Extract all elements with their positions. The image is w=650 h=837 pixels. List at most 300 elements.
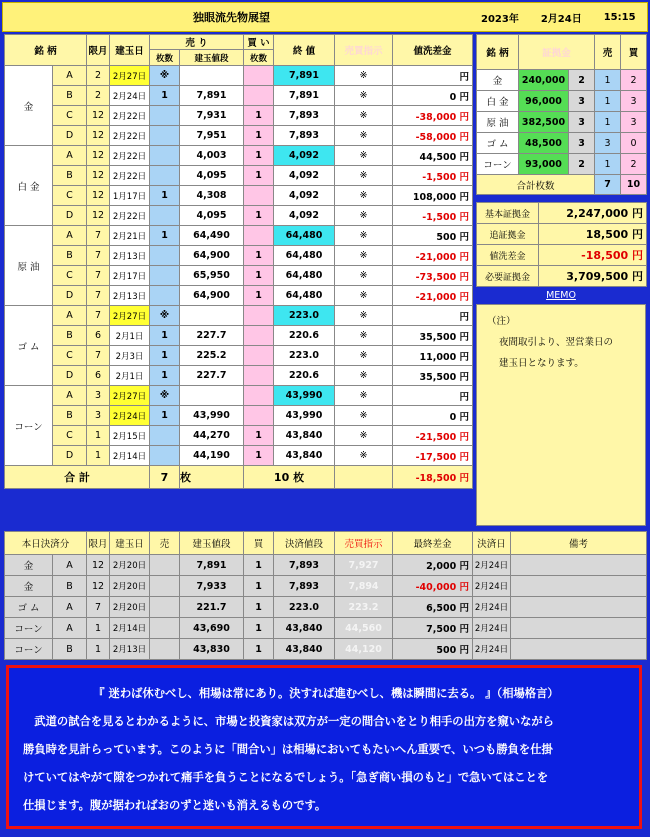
position-date: 2月13日 [110,286,150,306]
settle-col-11: 備考 [511,532,647,555]
position-close: 43,840 [274,446,335,466]
position-buy-qty [244,406,274,426]
group-name: 原 油 [5,226,53,306]
settlement-row [5,597,647,618]
position-diff: 0 円 [393,86,473,106]
margin-name: 金 [477,70,519,91]
total-buy: 10 [273,471,290,484]
position-diff: 500 円 [393,226,473,246]
position-date: 2月14日 [110,446,150,466]
settle-buy-qty: 1 [244,555,274,576]
summary-label: 値洗差金 [477,245,539,266]
position-month: 6 [87,326,110,346]
position-price: 4,095 [180,206,244,226]
summary-value: 3,709,500 円 [539,266,647,287]
position-sell-qty [150,206,180,226]
position-signal: ※ [335,386,393,406]
position-date: 2月27日 [110,306,150,326]
position-id: B [53,246,87,266]
position-diff: -21,000 円 [393,286,473,306]
position-row [5,66,473,86]
position-price: 227.7 [180,326,244,346]
position-sell-qty [150,106,180,126]
position-diff: -1,500 円 [393,206,473,226]
settle-signal: 7,927 [335,555,393,576]
position-sell-qty: 1 [150,86,180,106]
position-id: D [53,366,87,386]
settle-month: 7 [87,597,110,618]
position-date: 2月27日 [110,66,150,86]
position-price: 4,095 [180,166,244,186]
position-price: 4,308 [180,186,244,206]
position-signal: ※ [335,406,393,426]
settle-diff: 6,500 円 [393,597,473,618]
position-sell-qty: 1 [150,346,180,366]
position-buy-qty: 1 [244,126,274,146]
settle-col-5: 建玉値段 [180,532,244,555]
position-sell-qty [150,166,180,186]
margin-count: 2 [569,154,595,175]
margin-amount: 93,000 [519,154,569,175]
margin-count: 3 [569,91,595,112]
position-price [180,306,244,326]
position-id: B [53,326,87,346]
position-month: 6 [87,366,110,386]
position-price [180,386,244,406]
total-label: 合 計 [5,466,150,489]
position-id: B [53,86,87,106]
position-date: 2月13日 [110,246,150,266]
summary-row [477,224,647,245]
margin-name: ゴ ム [477,133,519,154]
settle-col-8: 売買指示 [335,532,393,555]
margin-buy: 3 [621,112,647,133]
position-buy-qty: 1 [244,206,274,226]
position-id: A [53,146,87,166]
position-close: 43,840 [274,426,335,446]
position-date: 2月22日 [110,166,150,186]
margin-buy: 3 [621,91,647,112]
settle-id: A [53,555,87,576]
position-sell-qty [150,426,180,446]
margin-sell: 1 [595,112,621,133]
position-month: 12 [87,166,110,186]
margin-amount: 96,000 [519,91,569,112]
settle-date: 2月13日 [110,639,150,660]
position-signal: ※ [335,326,393,346]
position-id: C [53,266,87,286]
position-sell-qty [150,286,180,306]
margin-row [477,112,647,133]
position-price: 44,190 [180,446,244,466]
position-id: A [53,66,87,86]
settle-signal: 7,894 [335,576,393,597]
position-sell-qty: ※ [150,386,180,406]
settle-day: 2月24日 [473,618,511,639]
page-title: 独眼流先物展望 [193,11,270,24]
margin-sell: 1 [595,91,621,112]
margin-buy: 0 [621,133,647,154]
position-close: 64,480 [274,226,335,246]
margin-buy: 2 [621,70,647,91]
position-close: 64,480 [274,286,335,306]
position-close: 7,891 [274,66,335,86]
position-signal: ※ [335,346,393,366]
position-month: 7 [87,246,110,266]
position-id: A [53,386,87,406]
margin-name: 原 油 [477,112,519,133]
total-sell: 7 [150,466,180,489]
settle-price: 221.7 [180,597,244,618]
settle-buy-qty: 1 [244,639,274,660]
position-id: B [53,166,87,186]
position-signal: ※ [335,266,393,286]
settle-buy-qty: 1 [244,618,274,639]
margin-sell: 1 [595,154,621,175]
settle-note [511,576,647,597]
position-row [5,266,473,286]
settle-close: 7,893 [274,576,335,597]
position-id: D [53,446,87,466]
position-diff: -38,000 円 [393,106,473,126]
position-close: 7,891 [274,86,335,106]
position-price: 7,931 [180,106,244,126]
margin-amount: 240,000 [519,70,569,91]
memo-line-2: 建玉日となります。 [499,358,584,369]
settle-day: 2月24日 [473,639,511,660]
position-month: 1 [87,446,110,466]
settle-month: 1 [87,639,110,660]
position-buy-qty: 1 [244,266,274,286]
margin-amount: 382,500 [519,112,569,133]
group-name: コーン [5,386,53,466]
position-id: A [53,306,87,326]
margin-col-shokokin[interactable]: 証拠金 [519,35,595,70]
position-buy-qty [244,86,274,106]
position-month: 7 [87,286,110,306]
margin-amount: 48,500 [519,133,569,154]
settle-close: 223.0 [274,597,335,618]
col-sagaku: 値洗差金 [393,35,473,66]
position-diff: -58,000 円 [393,126,473,146]
position-row [5,186,473,206]
position-date: 2月24日 [110,86,150,106]
position-sell-qty: ※ [150,306,180,326]
position-date: 2月3日 [110,346,150,366]
summary-table [476,202,647,287]
position-price: 43,990 [180,406,244,426]
settle-note [511,618,647,639]
position-close: 223.0 [274,346,335,366]
settle-col-2: 限月 [87,532,110,555]
settle-sell-qty [150,555,180,576]
position-diff: 円 [393,306,473,326]
position-row [5,106,473,126]
position-diff: 0 円 [393,406,473,426]
position-buy-qty: 1 [244,146,274,166]
header-time: 15:15 [603,11,636,23]
settlement-row [5,639,647,660]
col-tateday: 建玉日 [110,35,150,66]
settle-note [511,555,647,576]
settle-sell-qty [150,639,180,660]
position-row [5,346,473,366]
position-close: 64,480 [274,266,335,286]
settle-col-7: 決済値段 [274,532,335,555]
margin-col-meigara: 銘 柄 [477,35,519,70]
position-close: 220.6 [274,366,335,386]
position-close: 4,092 [274,186,335,206]
position-price [180,66,244,86]
position-date: 2月1日 [110,326,150,346]
position-diff: -73,500 円 [393,266,473,286]
margin-row [477,91,647,112]
position-signal: ※ [335,186,393,206]
margin-count: 3 [569,112,595,133]
position-sell-qty [150,126,180,146]
position-close: 7,893 [274,126,335,146]
margin-col-kai: 買 [621,35,647,70]
margin-count: 2 [569,70,595,91]
position-sell-qty: 1 [150,326,180,346]
position-buy-qty: 1 [244,426,274,446]
position-signal: ※ [335,446,393,466]
margin-row [477,154,647,175]
position-price: 225.2 [180,346,244,366]
total-buy-unit: 枚 [293,471,305,484]
position-id: D [53,206,87,226]
total-buy-cell [244,466,335,489]
position-close: 64,480 [274,246,335,266]
position-signal: ※ [335,86,393,106]
position-row [5,326,473,346]
position-buy-qty: 1 [244,446,274,466]
position-price: 4,003 [180,146,244,166]
settle-signal: 44,560 [335,618,393,639]
proverb-quote: 『 迷わば休むべし、相場は常にあり。決すれば進むべし、機は瞬間に去る。 』（相場格言） [93,687,559,700]
settle-buy-qty: 1 [244,576,274,597]
position-buy-qty: 1 [244,246,274,266]
position-date: 2月22日 [110,206,150,226]
position-month: 12 [87,146,110,166]
position-close: 7,893 [274,106,335,126]
settle-col-10: 決済日 [473,532,511,555]
position-close: 43,990 [274,406,335,426]
position-buy-qty [244,186,274,206]
position-close: 43,990 [274,386,335,406]
position-row [5,126,473,146]
margin-total-kai: 10 [621,175,647,195]
position-id: C [53,426,87,446]
settle-date: 2月20日 [110,576,150,597]
position-diff: 44,500 円 [393,146,473,166]
position-date: 2月21日 [110,226,150,246]
settle-price: 43,830 [180,639,244,660]
position-buy-qty [244,66,274,86]
settle-date: 2月20日 [110,597,150,618]
position-signal: ※ [335,146,393,166]
settle-diff: -40,000 円 [393,576,473,597]
position-price: 64,490 [180,226,244,246]
position-signal: ※ [335,426,393,446]
position-month: 2 [87,66,110,86]
position-row [5,406,473,426]
margin-table [476,34,647,195]
settle-buy-qty: 1 [244,597,274,618]
position-month: 7 [87,306,110,326]
position-signal: ※ [335,366,393,386]
position-price: 64,900 [180,246,244,266]
position-buy-qty [244,346,274,366]
position-month: 2 [87,86,110,106]
col-maisu-sell: 枚数 [150,50,180,66]
position-sell-qty [150,446,180,466]
position-sell-qty: 1 [150,366,180,386]
settle-sell-qty [150,597,180,618]
position-close: 220.6 [274,326,335,346]
position-sell-qty: 1 [150,406,180,426]
settle-col-4: 売 [150,532,180,555]
position-buy-qty [244,226,274,246]
settle-col-3: 建玉日 [110,532,150,555]
col-gengetsu: 限月 [87,35,110,66]
settle-signal: 44,120 [335,639,393,660]
position-row [5,386,473,406]
position-sell-qty [150,266,180,286]
memo-note-label: （注） [487,316,516,327]
position-price: 65,950 [180,266,244,286]
summary-label: 追証拠金 [477,224,539,245]
settle-name: 金 [5,576,53,597]
settle-sell-qty [150,618,180,639]
positions-table [4,34,473,489]
position-close: 223.0 [274,306,335,326]
position-date: 2月22日 [110,106,150,126]
memo-box [476,304,646,526]
position-diff: -1,500 円 [393,166,473,186]
margin-buy: 2 [621,154,647,175]
position-date: 2月22日 [110,146,150,166]
position-close: 4,092 [274,166,335,186]
settle-price: 7,933 [180,576,244,597]
settle-close: 7,893 [274,555,335,576]
settle-id: A [53,618,87,639]
position-month: 3 [87,406,110,426]
position-sell-qty: ※ [150,66,180,86]
position-close: 4,092 [274,206,335,226]
position-row [5,286,473,306]
position-row [5,366,473,386]
summary-row [477,266,647,287]
position-date: 2月15日 [110,426,150,446]
summary-value: 2,247,000 円 [539,203,647,224]
position-price: 7,951 [180,126,244,146]
total-sell-unit: 枚 [180,466,244,489]
position-date: 1月17日 [110,186,150,206]
settle-date: 2月14日 [110,618,150,639]
summary-label: 基本証拠金 [477,203,539,224]
margin-total-label: 合計枚数 [477,175,595,195]
margin-total-uri: 7 [595,175,621,195]
col-shiji[interactable]: 売買指示 [335,35,393,66]
position-row [5,306,473,326]
settle-note [511,597,647,618]
settle-name: ゴ ム [5,597,53,618]
position-buy-qty [244,326,274,346]
position-close: 4,092 [274,146,335,166]
position-id: C [53,106,87,126]
settle-month: 1 [87,618,110,639]
proverb-box [6,665,642,829]
proverb-line-4: 仕損じます。腹が据わればおのずと迷いも消えるものです。 [23,799,327,812]
settle-name: 金 [5,555,53,576]
col-owarine: 終 値 [274,35,335,66]
position-signal: ※ [335,106,393,126]
settlement-table [4,531,647,660]
margin-name: 白 金 [477,91,519,112]
summary-label: 必要証拠金 [477,266,539,287]
position-buy-qty: 1 [244,106,274,126]
margin-row [477,70,647,91]
margin-count: 3 [569,133,595,154]
position-buy-qty [244,306,274,326]
header-date: 2月24日 [540,13,582,25]
total-diff: -18,500 円 [393,466,473,489]
position-buy-qty: 1 [244,166,274,186]
header-year: 2023年 [481,13,519,25]
settle-diff: 2,000 円 [393,555,473,576]
col-meigara: 銘 柄 [5,35,87,66]
col-price: 建玉値段 [180,50,244,66]
position-sell-qty [150,146,180,166]
settle-close: 43,840 [274,639,335,660]
position-id: D [53,286,87,306]
position-price: 44,270 [180,426,244,446]
settle-day: 2月24日 [473,576,511,597]
settle-col-6: 買 [244,532,274,555]
position-date: 2月24日 [110,406,150,426]
margin-sell: 1 [595,70,621,91]
settle-sell-qty [150,576,180,597]
position-price: 64,900 [180,286,244,306]
position-month: 7 [87,266,110,286]
settle-day: 2月24日 [473,597,511,618]
settle-col-9: 最終差金 [393,532,473,555]
position-signal: ※ [335,246,393,266]
position-date: 2月1日 [110,366,150,386]
position-price: 227.7 [180,366,244,386]
position-id: A [53,226,87,246]
position-signal: ※ [335,306,393,326]
proverb-line-1: 武道の試合を見るとわかるように、市場と投資家は双方が一定の間合いをとり相手の出方を窺いながら [23,715,554,728]
position-row [5,86,473,106]
position-diff: 11,000 円 [393,346,473,366]
settlement-row [5,618,647,639]
settle-price: 7,891 [180,555,244,576]
position-signal: ※ [335,126,393,146]
position-signal: ※ [335,166,393,186]
summary-row [477,245,647,266]
settle-diff: 500 円 [393,639,473,660]
settle-diff: 7,500 円 [393,618,473,639]
position-diff: 円 [393,66,473,86]
position-diff: 108,000 円 [393,186,473,206]
margin-col-uri: 売 [595,35,621,70]
proverb-line-2: 勝負時を見計らっています。このように「間合い」は相場においてもたいへん重要で、いつも勝負を仕掛 [23,743,553,756]
summary-row [477,203,647,224]
summary-value: 18,500 円 [539,224,647,245]
col-uri: 売 り [150,35,244,50]
